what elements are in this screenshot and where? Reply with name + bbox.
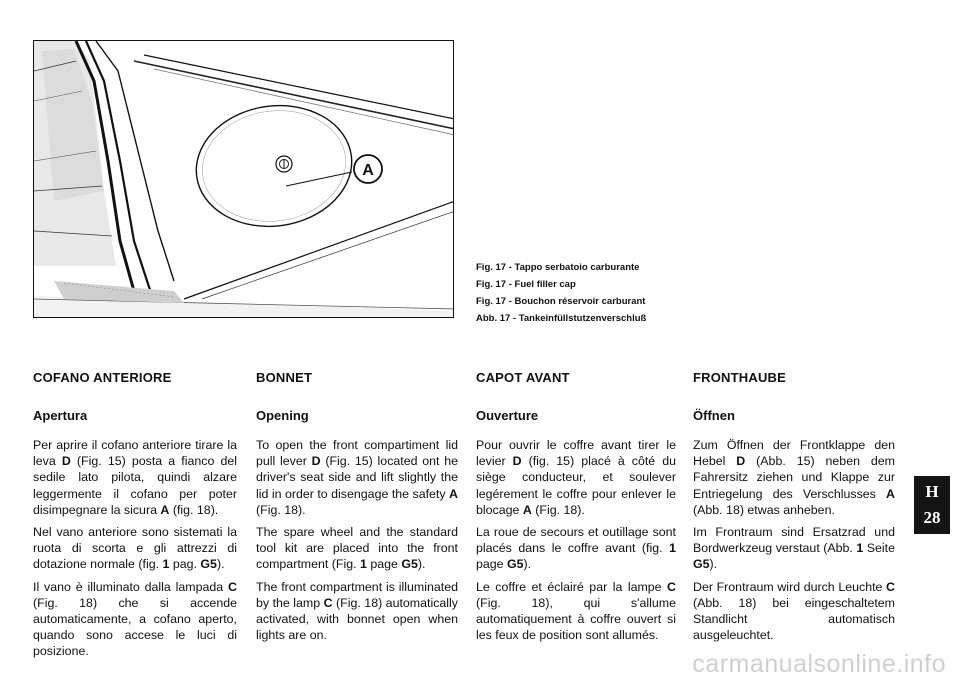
bold-reference: C [886, 579, 895, 594]
text-run: (Abb. 18) etwas anheben. [693, 502, 835, 517]
body-paragraph [693, 437, 895, 518]
body-paragraph [33, 524, 237, 573]
bold-reference: A [449, 486, 458, 501]
body-paragraph [693, 524, 895, 573]
section-tab [914, 476, 950, 534]
bold-reference: A [160, 502, 170, 517]
body-paragraph [476, 579, 676, 644]
watermark: carmanualsonline.info [692, 650, 946, 678]
text-run: ). [417, 557, 426, 572]
body-paragraph [256, 524, 458, 573]
section-letter: H [925, 482, 939, 501]
text-run: Im Frontraum sind Ersatzrad und Bordwerkzeug verstaut (Abb. [693, 525, 895, 556]
text-run: Il vano è illuminato dalla lampada [33, 579, 229, 594]
bold-reference: D [512, 454, 522, 469]
body-paragraph [476, 524, 676, 573]
bold-reference: 1 [359, 557, 367, 572]
body-paragraph [33, 437, 237, 518]
text-run: (Fig. 15) posta a fianco del sedile lato pilota, quindi alzare leggermente il cofano per poter disimpegnare la sicura [33, 454, 237, 517]
text-run: (fig. 18). [169, 502, 219, 517]
text-run: ). [709, 557, 718, 572]
text-run: The front compartment is illuminated by the lamp [256, 579, 458, 610]
bold-reference: G5 [693, 557, 710, 572]
bold-reference: D [311, 454, 321, 469]
column-french [476, 370, 676, 649]
bold-reference: G5 [200, 557, 217, 572]
body-paragraph [476, 437, 676, 518]
body-paragraph [256, 579, 458, 644]
bold-reference: D [61, 454, 71, 469]
section-subheading: Opening [256, 408, 309, 423]
section-heading: CAPOT AVANT [476, 370, 570, 385]
bold-reference: D [736, 454, 746, 469]
body-paragraph [256, 437, 458, 518]
text-run: ). [216, 557, 225, 572]
text-run: (Fig. 18) automatically activated, with bonnet open when lights are on. [256, 595, 458, 643]
text-run: (Fig. 18). [256, 502, 306, 517]
fuel-filler-cap-drawing [34, 41, 454, 318]
bold-reference: A [522, 502, 532, 517]
page-number: 28 [923, 508, 941, 527]
section-subheading: Öffnen [693, 408, 735, 423]
text-run: (Abb. 15) neben dem Fahrersitz ziehen und Klappe zur Entriegelung des Verschlusses [693, 454, 895, 501]
column-english [256, 370, 458, 649]
text-run: The spare wheel and the standard tool kit are placed into the front compartment (Fig. [256, 525, 458, 572]
section-subheading: Apertura [33, 408, 88, 423]
body-paragraph [693, 579, 895, 644]
section-heading: FRONTHAUBE [693, 370, 786, 385]
text-run: Seite [863, 541, 895, 556]
text-run: Le coffre et éclairé par la lampe [476, 579, 668, 594]
caption-french: Fig. 17 - Bouchon réservoir carburant [476, 296, 646, 307]
bold-reference: G5 [507, 557, 524, 572]
text-run: La roue de secours et outillage sont placés dans le coffre avant (fig. [476, 525, 676, 556]
text-run: (Fig. 18). [531, 502, 585, 517]
bold-reference: A [886, 486, 895, 501]
callout-a-label: A [362, 162, 374, 179]
column-german [693, 370, 895, 649]
text-run: (fig. 15) placé à côté du siège conducteur, et soulever legérement le coffre pour enlever le blocage [476, 454, 676, 517]
text-run: Der Frontraum wird durch Leuchte [693, 579, 887, 594]
caption-german: Abb. 17 - Tankeinfüllstutzenverschluß [476, 313, 647, 324]
body-paragraph [33, 579, 237, 660]
column-italian [33, 370, 237, 666]
figure-17-illustration [33, 40, 454, 318]
bold-reference: C [228, 579, 237, 594]
section-heading: COFANO ANTERIORE [33, 370, 172, 385]
text-run: Pour ouvrir le coffre avant tirer le levier [476, 438, 676, 469]
text-run: To open the front compartiment lid pull lever [256, 438, 458, 469]
text-run: pag. [169, 557, 201, 572]
figure-captions [476, 259, 646, 327]
section-subheading: Ouverture [476, 408, 539, 423]
bold-reference: 1 [162, 557, 170, 572]
bold-reference: G5 [401, 557, 418, 572]
text-run: ). [523, 557, 532, 572]
text-run: Per aprire il cofano anteriore tirare la leva [33, 438, 237, 469]
bold-reference: C [323, 595, 333, 610]
bold-reference: 1 [669, 541, 676, 556]
section-heading: BONNET [256, 370, 313, 385]
bold-reference: C [667, 579, 676, 594]
caption-italian: Fig. 17 - Tappo serbatoio carburante [476, 262, 640, 273]
text-run: Zum Öffnen der Frontklappe den Hebel [693, 438, 895, 469]
text-run: (Fig. 18) che si accende automaticamente, a cofano aperto, quando sono accese le luci di posizione. [33, 595, 237, 659]
text-run: Nel vano anteriore sono sistemati la ruota di scorta e gli attrezzi di dotazione normale (fig. [33, 525, 237, 572]
text-run: (Abb. 18) bei eingeschaltetem Standlicht automatisch ausgeleuchtet. [693, 595, 895, 643]
text-run: (Fig. 15) located ont he driver's seat side and lift slightly the lid in order to disengage the safety [256, 454, 459, 501]
bold-reference: 1 [856, 541, 864, 556]
text-run: (Fig. 18), qui s'allume automatiquement à coffre ouvert si les feux de position sont allumés. [476, 595, 676, 643]
caption-english: Fig. 17 - Fuel filler cap [476, 279, 576, 290]
text-run: page [366, 557, 402, 572]
text-run: page [476, 557, 508, 572]
